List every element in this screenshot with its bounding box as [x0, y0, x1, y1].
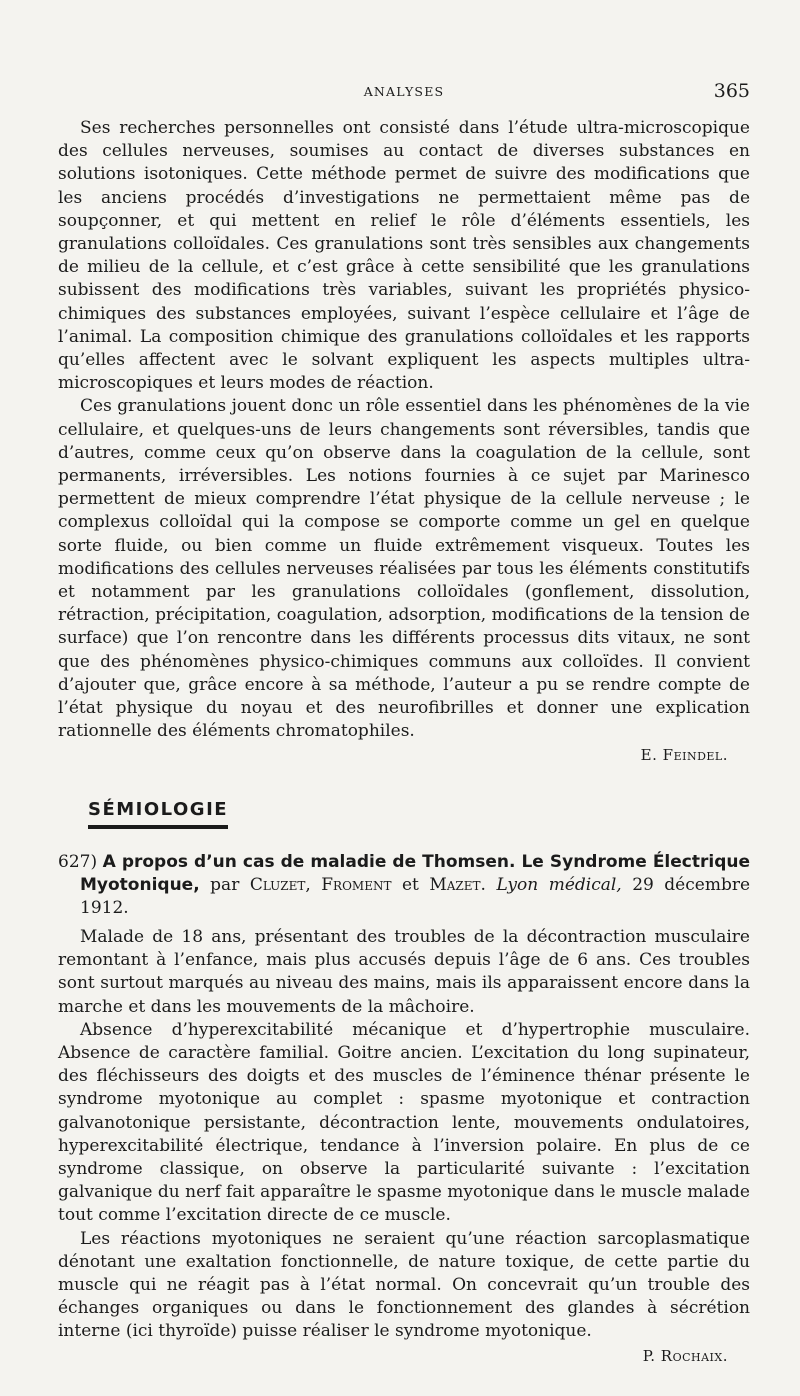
page-number: 365	[713, 80, 750, 102]
article-by: par	[210, 874, 240, 895]
article-conjunction: et	[401, 874, 419, 895]
running-title: ANALYSES	[363, 84, 445, 99]
reviewer-signature: E. Feindel.	[640, 746, 728, 765]
article-number: 627)	[58, 851, 98, 872]
article-author: Cluzet	[249, 874, 306, 895]
page-body	[58, 117, 750, 1368]
running-head	[58, 80, 750, 102]
article-citation: 627) A propos d’un cas de maladie de Thomsen. Le Syndrome Électrique Myotonique, par Cluzet, Froment et Mazet. Lyon médical, 29 décembre 1912.	[58, 851, 751, 918]
review-thomsen	[58, 926, 750, 1368]
article-author: Froment	[321, 874, 392, 895]
review-marinesco	[58, 117, 750, 768]
reviewer-signature: P. Rochaix.	[642, 1346, 728, 1365]
article-journal: Lyon médical,	[496, 874, 622, 895]
article-title: A propos d’un cas de maladie de Thomsen. Le Syndrome Électrique Myotonique,	[80, 851, 751, 895]
review-paragraph: Les réactions myotoniques ne seraient qu’une réaction sarcoplasmatique dénotant une exaltation fonctionnelle, de nature toxique, de cette partie du muscle qui ne réagit pas à l’état normal. On concevrait qu’un trouble des échanges organiques ou dans le fonctionnement des glandes à sécrétion interne (ici thyroïde) puisse réaliser le syndrome myotonique.	[58, 1228, 750, 1342]
article-author: Mazet	[429, 874, 481, 895]
article-date: 29 décembre 1912.	[80, 874, 751, 918]
review-paragraph: Absence d’hyperexcitabilité mécanique et d’hypertrophie musculaire. Absence de caractère familial. Goitre ancien. L’excitation du long supinateur, des fléchisseurs des doigts et des muscles de l’éminence thénar présente le syndrome myotonique au complet : spasme myotonique et contraction galvanotonique persistante, décontraction lente, mouvements ondulatoires, hyperexcitabilité électrique, tendance à l’inversion polaire. En plus de ce syndrome classique, on observe la particularité suivante : l’excitation galvanique du nerf fait apparaître le spasme myotonique dans le muscle malade tout comme l’excitation directe de ce muscle.	[58, 1019, 750, 1226]
review-paragraph: Ces granulations jouent donc un rôle essentiel dans les phénomènes de la vie cellulaire, et quelques-uns de leurs changements sont réversibles, tandis que d’autres, comme ceux qu’on observe dans la coagulation de la cellule, sont permanents, irréversibles. Les notions fournies à ce sujet par Marinesco permettent de mieux comprendre l’état physique de la cellule nerveuse ; le complexus colloïdal qui la compose se comporte comme un gel en quelque sorte fluide, ou bien comme un fluide extrêmement visqueux. Toutes les modifications des cellules nerveuses réalisées par tous les éléments constitutifs et notamment par les granulations colloïdales (gonflement, dissolution, rétraction, précipitation, coagulation, adsorption, modifications de la tension de surface) que l’on rencontre dans les différents processus dits vitaux, ne sont que des phénomènes physico-chimiques communs aux colloïdes. Il convient d’ajouter que, grâce encore à sa méthode, l’auteur a pu se rendre compte de l’état physique du noyau et des neurofibrilles et donner une explication rationnelle des éléments chromatophiles.	[58, 396, 750, 742]
review-paragraph: Ses recherches personnelles ont consisté dans l’étude ultra-microscopique des cellules nerveuses, soumises au contact de diverses substances en solutions isotoniques. Cette méthode permet de suivre des modifications que les anciens procédés d’investigations ne permettaient même pas de soupçonner, et qui mettent en relief le rôle d’éléments essentiels, les granulations colloïdales. Ces granulations sont très sensibles aux changements de milieu de la cellule, et c’est grâce à cette sensibilité que les granulations subissent des modifications très variables, suivant les propriétés physico-chimiques des substances employées, suivant l’espèce cellulaire et l’âge de l’animal. La composition chimique des granulations colloïdales et les rapports qu’elles affectent avec le solvant expliquent les aspects multiples ultra-microscopiques et leurs modes de réaction.	[58, 118, 750, 394]
section-heading: SÉMIOLOGIE	[88, 798, 228, 829]
review-paragraph: Malade de 18 ans, présentant des troubles de la décontraction musculaire remontant à l’enfance, mais plus accusés depuis l’âge de 6 ans. Ces troubles sont surtout marqués au niveau des mains, mais ils apparaissent encore dans la marche et dans les mouvements de la mâchoire.	[58, 926, 750, 1017]
